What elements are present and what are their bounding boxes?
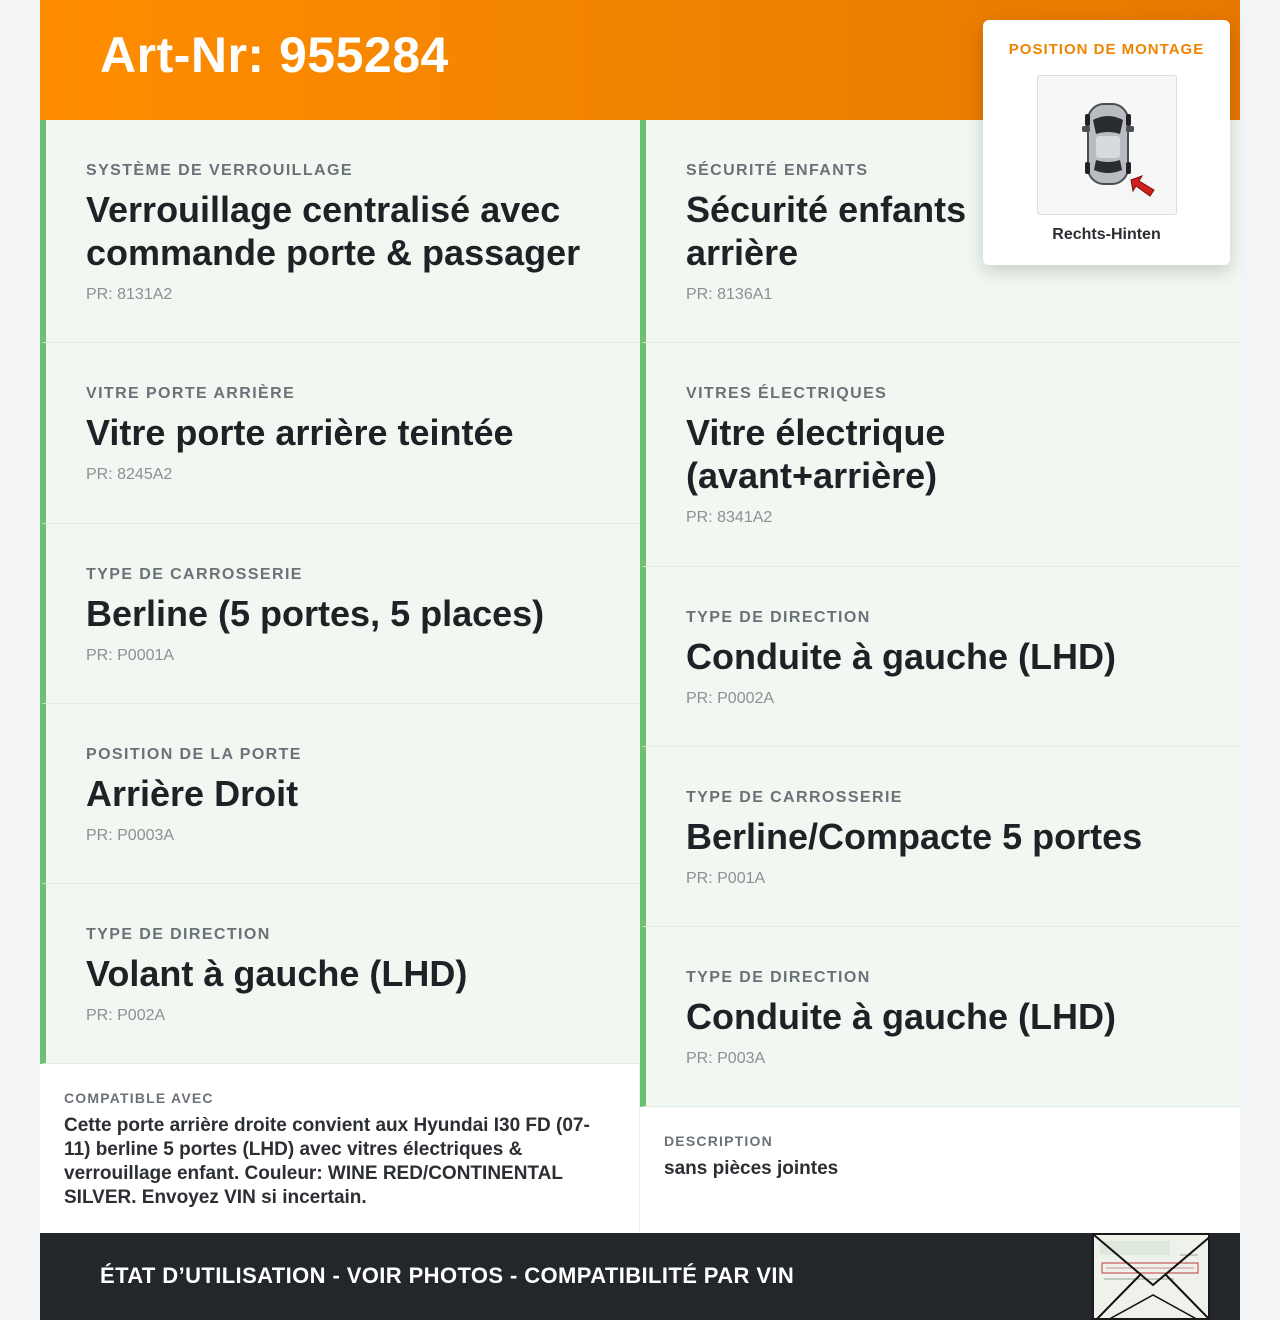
spec-pr-code: PR: 8341A2	[686, 509, 773, 526]
car-diagram	[1037, 75, 1177, 215]
description-text: sans pièces jointes	[664, 1158, 839, 1179]
description-box	[640, 1107, 1240, 1233]
spec-pr-code: PR: P0002A	[686, 690, 775, 707]
spec-cell	[640, 343, 1240, 567]
spec-cell	[40, 120, 640, 343]
spec-pr-code: PR: P0001A	[86, 647, 175, 664]
spec-label: VITRE PORTE ARRIÈRE	[86, 385, 296, 402]
registration-document-envelope-icon	[1092, 1233, 1210, 1320]
spec-label: TYPE DE DIRECTION	[686, 609, 871, 626]
spec-pr-code: PR: P001A	[686, 870, 766, 887]
spec-value: Berline (5 portes, 5 places)	[86, 593, 545, 634]
footer-text: ÉTAT D’UTILISATION - VOIR PHOTOS - COMPATIBILITÉ PAR VIN	[100, 1263, 795, 1288]
mounting-position-title: POSITION DE MONTAGE	[1008, 41, 1205, 58]
spec-value: Arrière Droit	[86, 773, 299, 814]
spec-label: POSITION DE LA PORTE	[86, 746, 302, 763]
spec-label: TYPE DE CARROSSERIE	[86, 566, 303, 583]
spec-pr-code: PR: P0003A	[86, 827, 175, 844]
spec-pr-code: PR: 8131A2	[86, 286, 173, 303]
spec-value: Vitre porte arrière teintée	[86, 412, 514, 453]
spec-pr-code: PR: 8136A1	[686, 286, 773, 303]
spec-pr-code: PR: P003A	[686, 1050, 766, 1067]
spec-cell	[40, 884, 640, 1064]
spec-label: TYPE DE DIRECTION	[686, 969, 871, 986]
spec-label: VITRES ÉLECTRIQUES	[686, 385, 888, 402]
spec-value: Verrouillage centralisé avec commande porte & passager	[86, 189, 581, 273]
spec-cell	[640, 927, 1240, 1107]
spec-cell	[640, 567, 1240, 747]
spec-label: SÉCURITÉ ENFANTS	[686, 162, 869, 179]
spec-cell	[40, 704, 640, 884]
spec-value: Sécurité enfants arrière	[686, 189, 967, 273]
spec-label: TYPE DE DIRECTION	[86, 926, 271, 943]
spec-label: TYPE DE CARROSSERIE	[686, 789, 903, 806]
footer-bar	[40, 1233, 1240, 1320]
spec-pr-code: PR: 8245A2	[86, 466, 173, 483]
spec-cell	[40, 343, 640, 524]
spec-cell	[640, 747, 1240, 927]
article-number-title: Art-Nr: 955284	[100, 27, 449, 83]
spec-value: Vitre électrique (avant+arrière)	[686, 412, 946, 496]
compatible-box	[40, 1064, 640, 1233]
spec-cell	[40, 524, 640, 704]
mounting-position-card	[983, 20, 1230, 265]
spec-value: Berline/Compacte 5 portes	[686, 816, 1143, 857]
spec-pr-code: PR: P002A	[86, 1007, 166, 1024]
spec-value: Conduite à gauche (LHD)	[686, 996, 1116, 1037]
compatible-text: Cette porte arrière droite convient aux Hyundai I30 FD (07-11) berline 5 portes (LHD) avec vitres électriques & verrouillage enfant. Couleur: WINE RED/CONTINENTAL SILVER. Envoyez VIN si incertain.	[64, 1115, 590, 1208]
description-label: DESCRIPTION	[664, 1133, 773, 1149]
spec-value: Conduite à gauche (LHD)	[686, 636, 1116, 677]
red-arrow-icon	[1128, 174, 1158, 200]
mounting-position-caption: Rechts-Hinten	[1052, 226, 1161, 243]
spec-label: SYSTÈME DE VERROUILLAGE	[86, 162, 353, 179]
compatible-label: COMPATIBLE AVEC	[64, 1090, 214, 1106]
spec-value: Volant à gauche (LHD)	[86, 953, 468, 994]
